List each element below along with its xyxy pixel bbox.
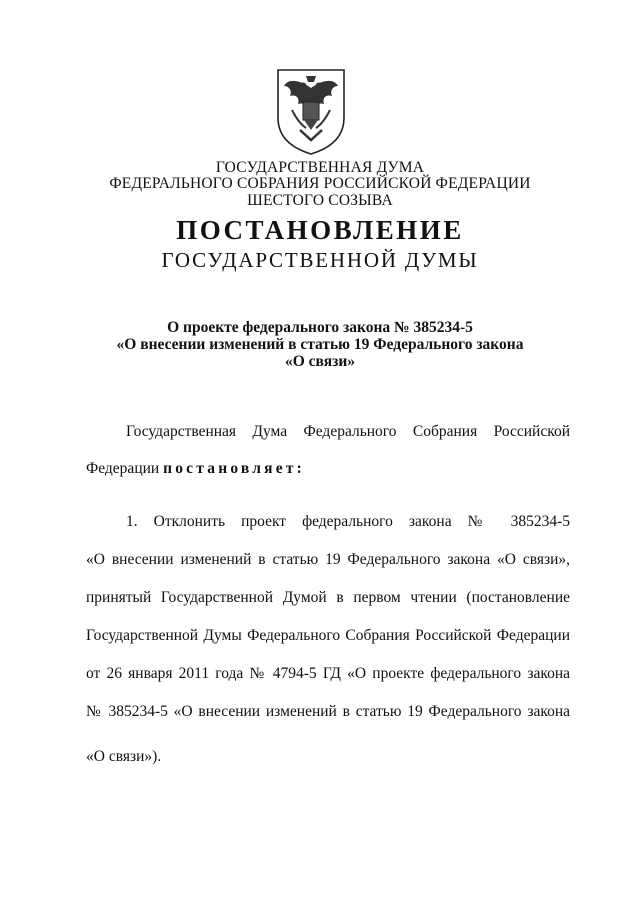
item1-line-4: Государственной Думы Федерального Собрания Российской Федерации bbox=[86, 627, 570, 644]
item1-line-5: от 26 января 2011 года № 4794-5 ГД «О проекте федерального закона bbox=[86, 665, 570, 682]
item1-line-3: принятый Государственной Думой в первом чтении (постановление bbox=[86, 589, 570, 606]
subject-line-2: «О внесении изменений в статью 19 Федерального закона bbox=[116, 336, 524, 353]
intro-line-1: Государственная Дума Федерального Собрания Российской bbox=[126, 423, 570, 440]
intro-line-2 bbox=[86, 460, 570, 478]
document-title: ПОСТАНОВЛЕНИЕ bbox=[176, 215, 464, 245]
item1-line-7: «О связи»). bbox=[86, 748, 162, 765]
item1-line-1: 1. Отклонить проект федерального закона № 385234-5 bbox=[126, 513, 570, 530]
subject-line-1: О проекте федерального закона № 385234-5 bbox=[167, 319, 473, 336]
item1-line-2: «О внесении изменений в статью 19 Федерального закона «О связи», bbox=[86, 551, 570, 568]
item1-line-6: № 385234-5 «О внесении изменений в статью 19 Федерального закона bbox=[86, 703, 570, 720]
org-line-3: ШЕСТОГО СОЗЫВА bbox=[247, 192, 393, 209]
resolution-verb: постановляет: bbox=[163, 460, 305, 477]
org-line-1: ГОСУДАРСТВЕННАЯ ДУМА bbox=[215, 159, 425, 176]
intro-prefix: Федерации bbox=[86, 460, 164, 477]
document-subtitle: ГОСУДАРСТВЕННОЙ ДУМЫ bbox=[161, 248, 479, 272]
org-line-2: ФЕДЕРАЛЬНОГО СОБРАНИЯ РОССИЙСКОЙ ФЕДЕРАЦИИ bbox=[109, 175, 531, 192]
state-emblem-icon bbox=[270, 66, 352, 156]
subject-line-3: «О связи» bbox=[284, 353, 356, 370]
